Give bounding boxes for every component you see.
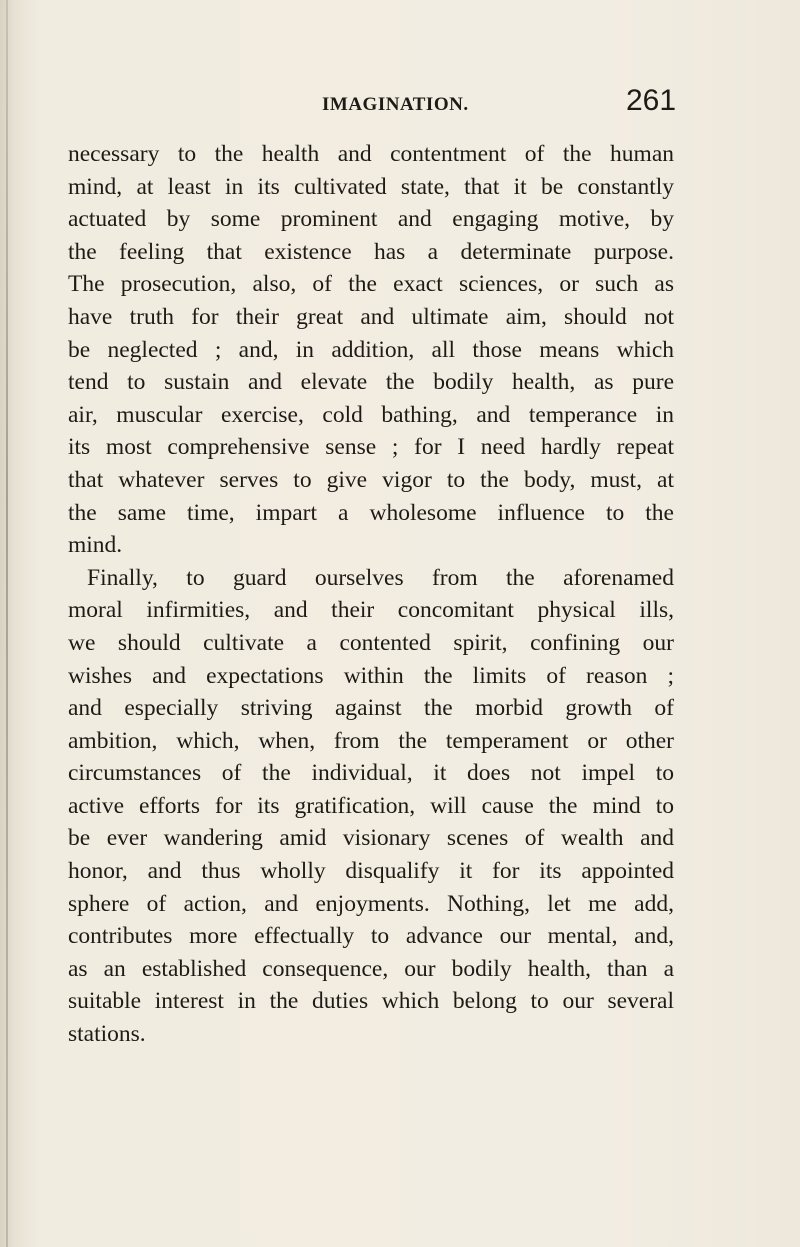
text-line: The prosecution, also, of the exact sciences, or such as xyxy=(68,271,674,298)
text-line: honor, and thus wholly disqualify it for its appointed xyxy=(68,858,674,885)
text-line: wishes and expectations within the limits of reason ; xyxy=(68,662,674,689)
text-line: tend to sustain and elevate the bodily health, as pure xyxy=(68,369,674,396)
text-line: circumstances of the individual, it does not impel to xyxy=(68,760,674,787)
text-line: actuated by some prominent and engaging motive, by xyxy=(68,206,674,233)
text-line: necessary to the health and contentment of the human xyxy=(68,141,674,167)
text-line: we should cultivate a contented spirit, confining our xyxy=(68,629,674,656)
text-line: that whatever serves to give vigor to the body, must, at xyxy=(68,466,674,493)
text-line: mind, at least in its cultivated state, that it be constantly xyxy=(68,173,674,200)
text-line: stations. xyxy=(68,1021,146,1048)
text-line: be ever wandering amid visionary scenes of wealth and xyxy=(68,825,674,852)
text-line: its most comprehensive sense ; for I need hardly repeat xyxy=(68,434,674,461)
text-line: contributes more effectually to advance our mental, and, xyxy=(68,923,674,950)
text-line: active efforts for its gratification, will cause the mind to xyxy=(68,792,674,819)
text-line: the feeling that existence has a determinate purpose. xyxy=(68,238,674,265)
page-gutter xyxy=(6,0,8,1247)
text-line: as an established consequence, our bodily health, than a xyxy=(68,955,674,982)
text-line: and especially striving against the morbid growth of xyxy=(68,695,674,722)
text-line: air, muscular exercise, cold bathing, and temperance in xyxy=(68,401,674,428)
body-text xyxy=(68,138,674,1051)
text-line: sphere of action, and enjoyments. Nothing, let me add, xyxy=(68,890,674,917)
text-line: moral infirmities, and their concomitant physical ills, xyxy=(68,597,674,624)
text-line: be neglected ; and, in addition, all those means which xyxy=(68,336,674,363)
running-head xyxy=(0,84,800,124)
text-line: have truth for their great and ultimate aim, should not xyxy=(68,303,674,330)
text-line: mind. xyxy=(68,532,123,559)
running-title: IMAGINATION. xyxy=(322,94,469,115)
text-line: suitable interest in the duties which belong to our several xyxy=(68,988,674,1015)
text-line: the same time, impart a wholesome influence to the xyxy=(68,499,674,526)
page-number: 261 xyxy=(626,84,677,117)
text-line: Finally, to guard ourselves from the aforenamed xyxy=(87,564,674,591)
text-line: ambition, which, when, from the temperament or other xyxy=(68,727,674,754)
